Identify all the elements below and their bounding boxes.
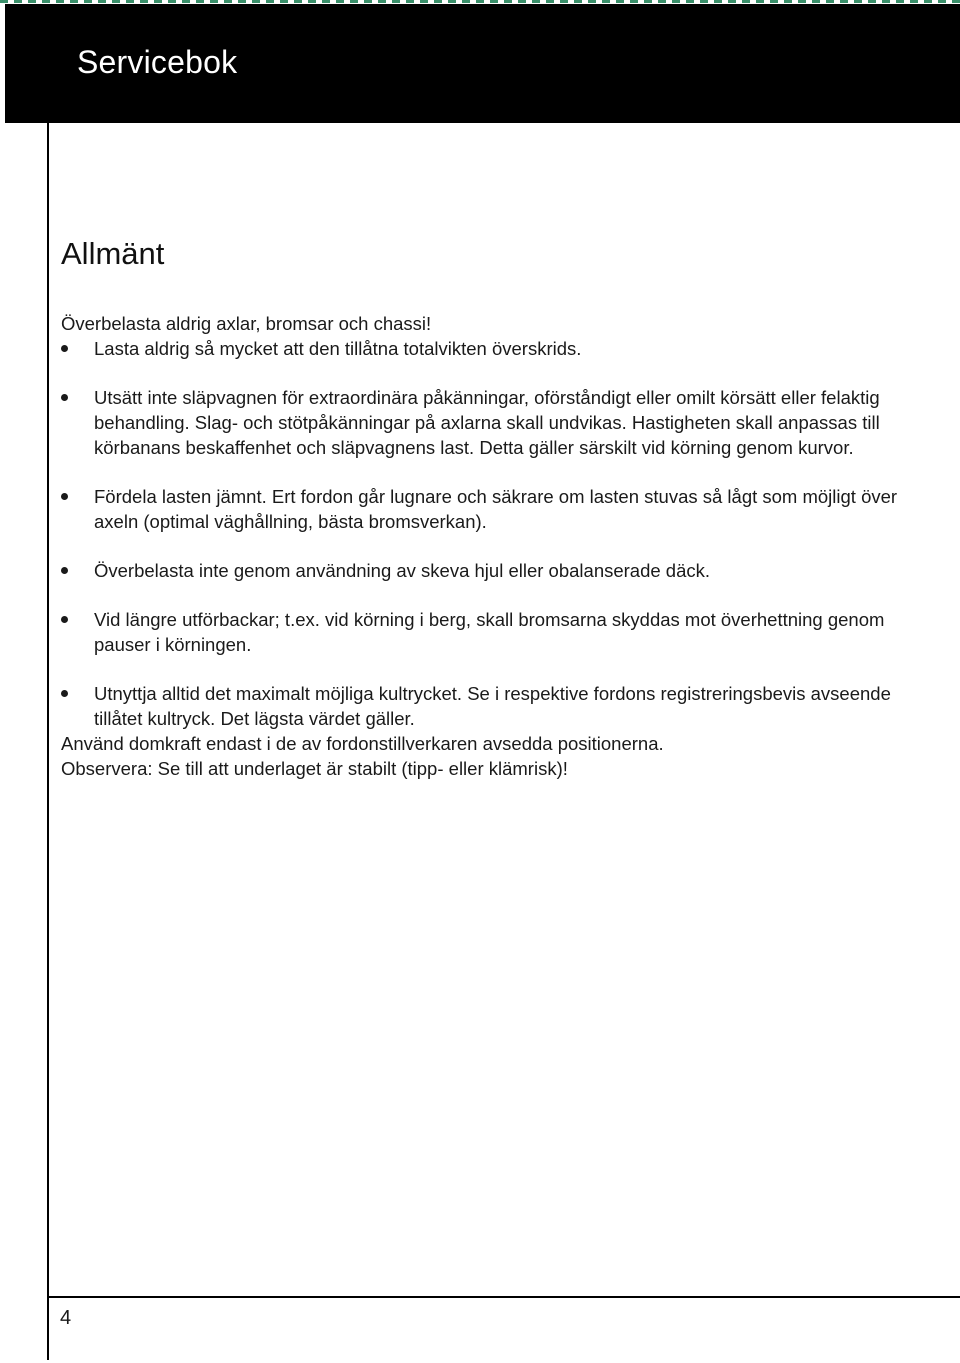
- list-item: Utsätt inte släpvagnen för extraordinära påkänningar, oförståndigt eller omilt körsätt eller felaktig behandling. Slag- och stötpåkänningar på axlarna skall undvikas. Hastigheten skall anpassas till körbanans beskaffenhet och släpvagnens last. Detta gäller särskilt vid körning genom kurvor.: [61, 385, 901, 460]
- top-border-dashes: [0, 0, 960, 3]
- closing-text-warning: Observera: Se till att underlaget är stabilt (tipp- eller klämrisk)!: [61, 758, 568, 779]
- section-content: [61, 311, 901, 781]
- section-heading: Allmänt: [61, 236, 165, 271]
- instruction-list: [61, 336, 901, 731]
- intro-text: Överbelasta aldrig axlar, bromsar och chassi!: [61, 313, 432, 334]
- list-item: Vid längre utförbackar; t.ex. vid körning i berg, skall bromsarna skyddas mot överhettning genom pauser i körningen.: [61, 607, 901, 657]
- header-title: Servicebok: [77, 44, 238, 80]
- footer-rule: [47, 1296, 960, 1298]
- list-item: Lasta aldrig så mycket att den tillåtna totalvikten överskrids.: [61, 336, 901, 361]
- header-bar: [5, 4, 960, 123]
- list-item: Utnyttja alltid det maximalt möjliga kultrycket. Se i respektive fordons registreringsbevis avseende tillåtet kultryck. Det lägsta värdet gäller.: [61, 681, 901, 731]
- list-item: Fördela lasten jämnt. Ert fordon går lugnare och säkrare om lasten stuvas så lågt som möjligt över axeln (optimal väghållning, bästa bromsverkan).: [61, 484, 901, 534]
- page-number: 4: [60, 1307, 72, 1329]
- closing-text-jack: Använd domkraft endast i de av fordonstillverkaren avsedda positionerna.: [61, 733, 664, 754]
- list-item: Överbelasta inte genom användning av skeva hjul eller obalanserade däck.: [61, 558, 901, 583]
- left-margin-rule: [47, 123, 49, 1360]
